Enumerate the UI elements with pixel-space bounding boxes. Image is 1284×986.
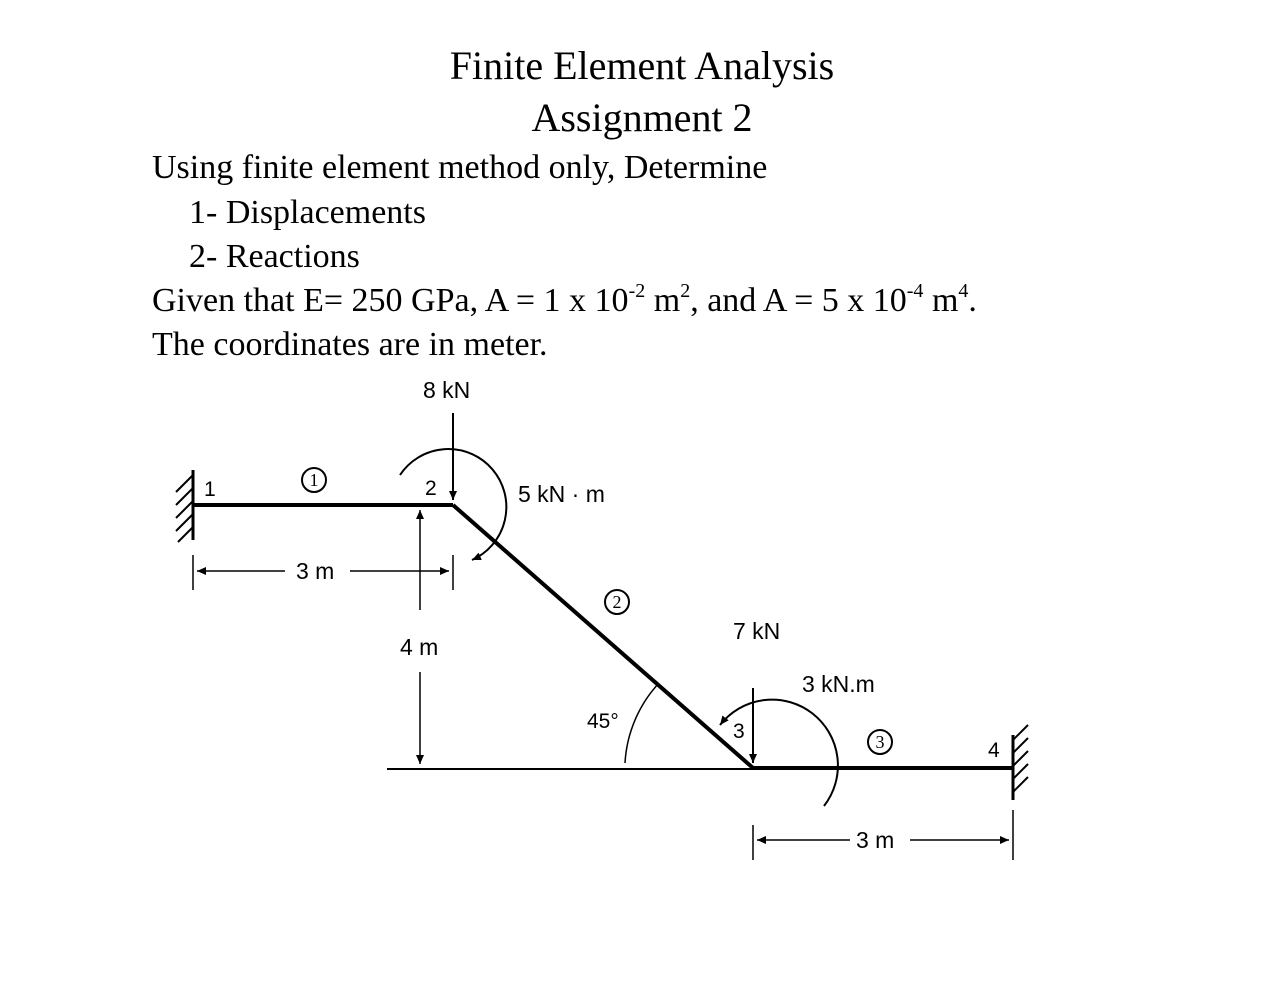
node-4-label: 4 (988, 739, 1000, 762)
given-exp-1: -2 (628, 279, 646, 302)
given-prefix: Given that E= 250 GPa, A = 1 x 10 (152, 282, 629, 319)
dimension-label-span-right: 3 m (856, 827, 895, 853)
element-2-label: 2 (612, 592, 622, 612)
fixed-support-right (1013, 725, 1028, 800)
task-item-displacements: 1- Displacements (189, 194, 426, 231)
coordinates-note: The coordinates are in meter. (152, 326, 548, 363)
element-3-label: 3 (875, 732, 885, 752)
angle-label: 45° (587, 710, 619, 733)
given-exp-4: 4 (958, 279, 969, 302)
given-exp-2: 2 (680, 279, 691, 302)
given-mid: , and A = 5 x 10 (690, 282, 907, 319)
fixed-support-left (176, 470, 193, 542)
task-item-reactions: 2- Reactions (189, 238, 360, 275)
node-2-label: 2 (425, 477, 437, 500)
given-unit-2: m (923, 282, 959, 319)
moment-label-node-2: 5 kN · m (518, 481, 605, 507)
given-end: . (968, 282, 977, 319)
force-label-node-2: 8 kN (423, 377, 471, 403)
given-unit-1: m (645, 282, 681, 319)
dimension-label-height: 4 m (400, 634, 439, 660)
element-1-label: 1 (309, 470, 319, 490)
force-label-node-3: 7 kN (733, 618, 781, 644)
given-exp-3: -4 (906, 279, 924, 302)
node-3-label: 3 (733, 720, 745, 743)
document-title: Finite Element Analysis (449, 43, 835, 88)
intro-text: Using finite element method only, Determine (152, 149, 768, 186)
document-subtitle: Assignment 2 (531, 95, 753, 140)
node-1-label: 1 (204, 478, 216, 501)
moment-label-node-3: 3 kN.m (802, 671, 875, 697)
angle-arc (625, 683, 659, 763)
dimension-label-span-left: 3 m (296, 558, 335, 584)
